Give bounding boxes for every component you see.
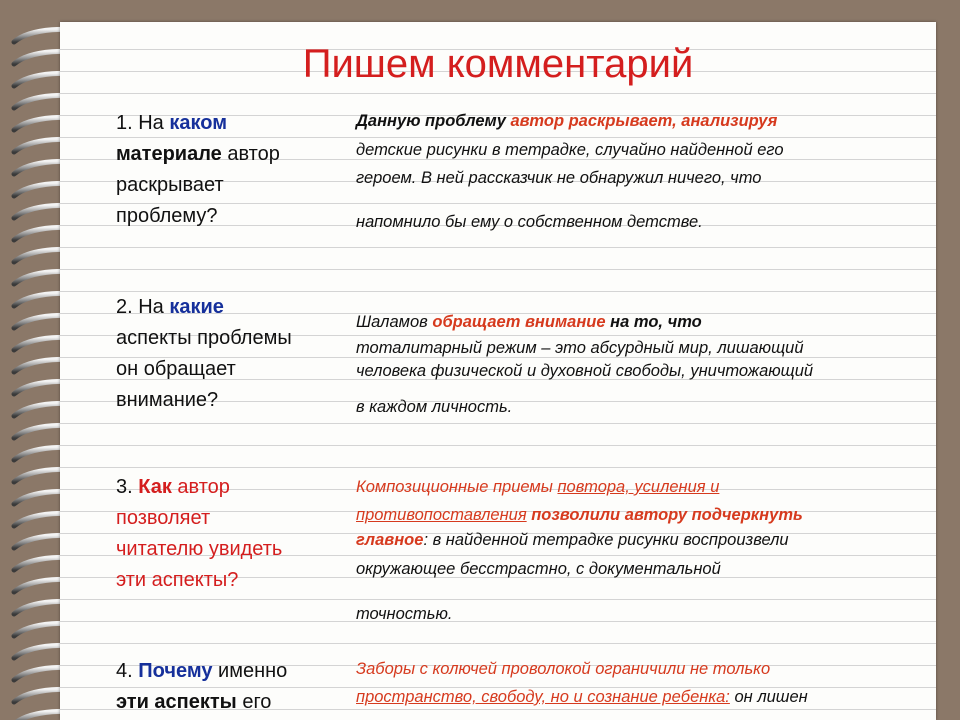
question-4: 4. Почему именно эти аспекты его bbox=[116, 660, 288, 713]
question-1-keyword: каком bbox=[169, 112, 227, 134]
question-2: 2. На какие аспекты проблемы он обращает внимание? bbox=[116, 296, 292, 411]
question-3: 3. Как автор позволяет читателю увидеть эти аспекты? bbox=[116, 476, 283, 591]
page-title: Пишем комментарий bbox=[302, 42, 694, 86]
question-3-keyword: Как bbox=[138, 476, 172, 498]
question-4-keyword: Почему bbox=[138, 660, 213, 682]
question-2-keyword: какие bbox=[169, 296, 224, 318]
question-1: 1. На каком материале автор раскрывает проблему? bbox=[116, 112, 280, 227]
